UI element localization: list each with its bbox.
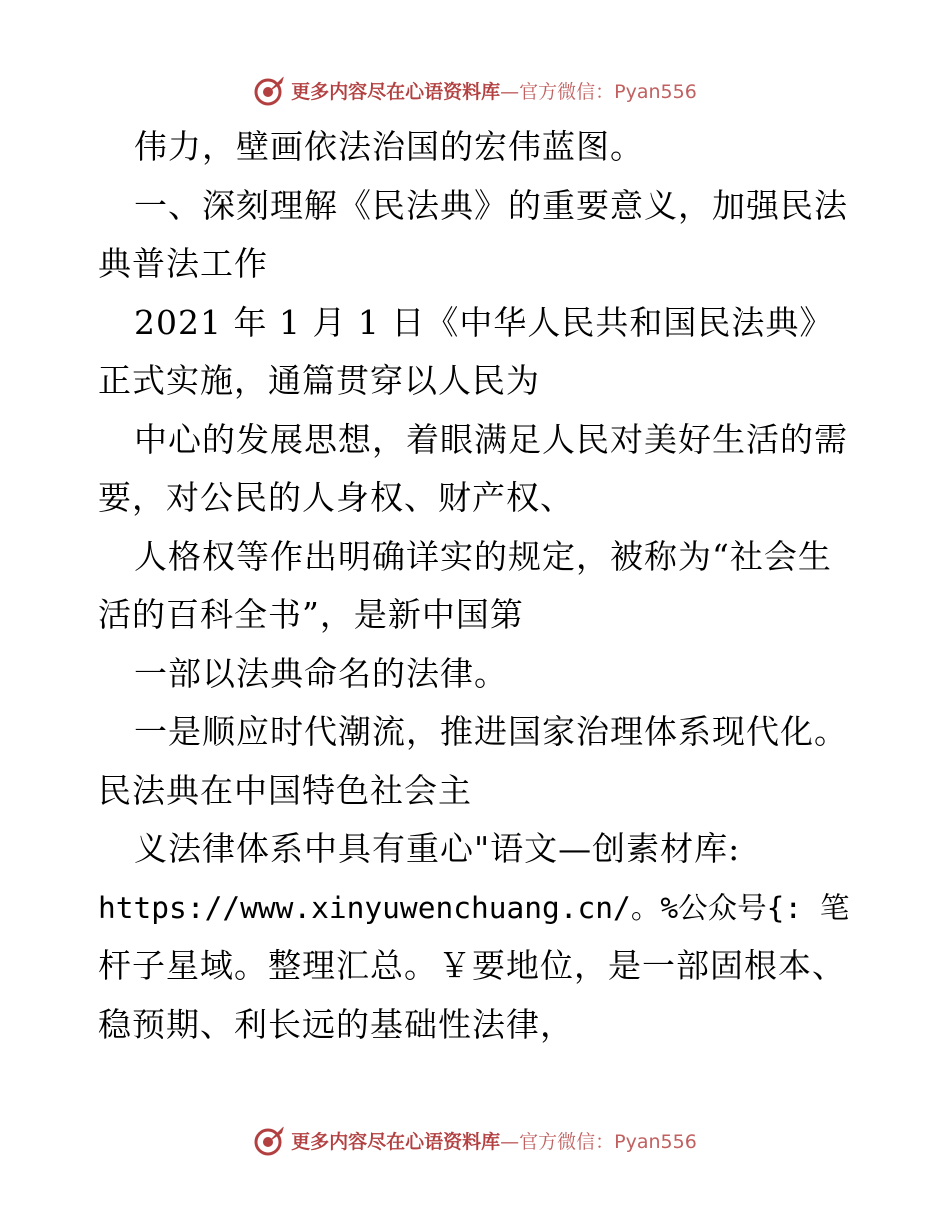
header-banner [0,70,950,110]
banner-wechat-text: 官方微信：Pyan556 [519,1130,697,1153]
body-line: 正式实施，通篇贯穿以人民为 [98,361,540,400]
footer-banner [0,1120,950,1160]
banner-brand-text: 更多内容尽在心语资料库 [291,80,501,103]
banner-separator: — [500,80,520,103]
body-line: 义法律体系中具有重心"语文—创素材库: [134,829,741,868]
body-line: 民法典在中国特色社会主 [98,770,472,810]
body-line: 一是顺应时代潮流，推进国家治理体系现代化。 [134,712,848,751]
body-line-url: https://www.xinyuwenchuang.cn/。%公众号{: 笔 [98,890,850,925]
body-line: 一部以法典命名的法律。 [134,653,508,693]
section-heading-cont: 典普法工作 [98,244,268,283]
banner-brand-text: 更多内容尽在心语资料库 [291,1130,501,1153]
quill-in-circle-icon [253,1123,287,1157]
banner-text [291,1127,697,1154]
body-line: 稳预期、利长远的基础性法律， [98,1004,574,1044]
banner-separator: — [500,1130,520,1153]
banner-wechat-text: 官方微信：Pyan556 [519,80,697,103]
body-line: 活的百科全书”，是新中国第 [98,595,524,634]
quill-in-circle-icon [253,73,287,107]
body-line: 要，对公民的人身权、财产权、 [98,478,574,517]
document-body [98,118,858,1054]
body-line: 中心的发展思想，着眼满足人民对美好生活的需 [134,419,848,459]
body-line: 人格权等作出明确详实的规定，被称为“社会生 [134,536,832,576]
section-heading: 一、深刻理解《民法典》的重要意义，加强民法 [134,185,848,225]
body-line: 2021 年 1 月 1 日《中华人民共和国民法典》 [134,302,834,342]
body-line: 杆子星域。整理汇总。￥要地位，是一部固根本、 [98,946,846,985]
banner-text [291,77,697,104]
body-line: 伟力，壁画依法治国的宏伟蓝图。 [134,127,644,166]
